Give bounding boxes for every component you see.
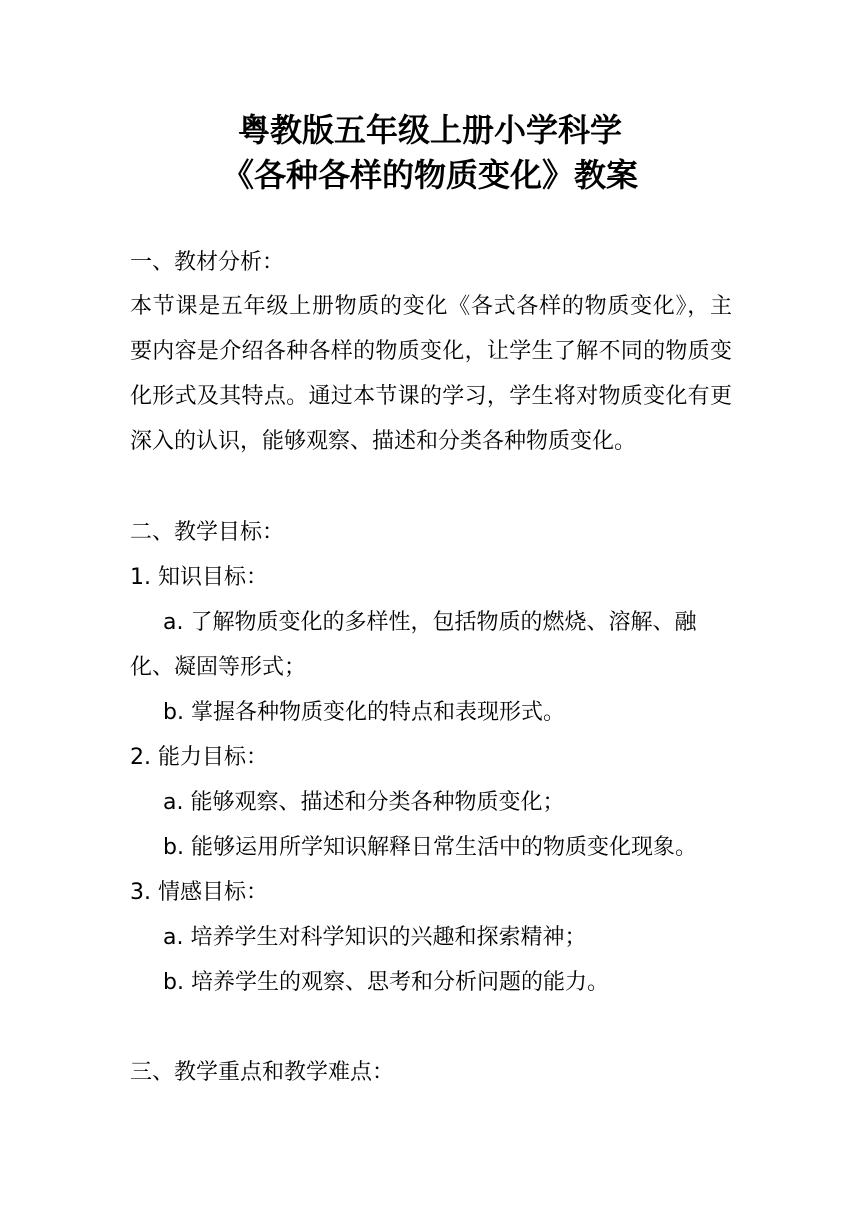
- goal-3-item-b: b. 培养学生的观察、思考和分析问题的能力。: [163, 970, 609, 995]
- section-1-paragraph: 本节课是五年级上册物质的变化《各式各样的物质变化》，主要内容是介绍各种各样的物质变化，让学生了解不同的物质变化形式及其特点。通过本节课的学习，学生将对物质变化有更深入的认识，能够观察、描述和分类各种物质变化。: [130, 294, 732, 454]
- section-2-heading: 二、教学目标：: [130, 520, 285, 545]
- goal-2-label: 2. 能力目标：: [130, 745, 268, 770]
- goal-3-label: 3. 情感目标：: [130, 880, 268, 905]
- goal-1-item-a-line-1: a. 了解物质变化的多样性，包括物质的燃烧、溶解、融: [163, 610, 697, 635]
- section-3-heading: 三、教学重点和教学难点：: [130, 1060, 395, 1085]
- goal-2-item-b: b. 能够运用所学知识解释日常生活中的物质变化现象。: [163, 835, 697, 860]
- goal-1-label: 1. 知识目标：: [130, 565, 268, 590]
- goal-2-item-a: a. 能够观察、描述和分类各种物质变化；: [163, 790, 565, 815]
- document-title-line-1: 粤教版五年级上册小学科学: [237, 111, 622, 149]
- section-1-heading: 一、教材分析：: [130, 250, 285, 275]
- goal-1-item-a-line-2: 化、凝固等形式；: [130, 655, 307, 680]
- document-title-line-2: 《各种各样的物质变化》教案: [221, 156, 638, 194]
- goal-1-item-b: b. 掌握各种物质变化的特点和表现形式。: [163, 700, 565, 725]
- goal-3-item-a: a. 培养学生对科学知识的兴趣和探索精神；: [163, 925, 587, 950]
